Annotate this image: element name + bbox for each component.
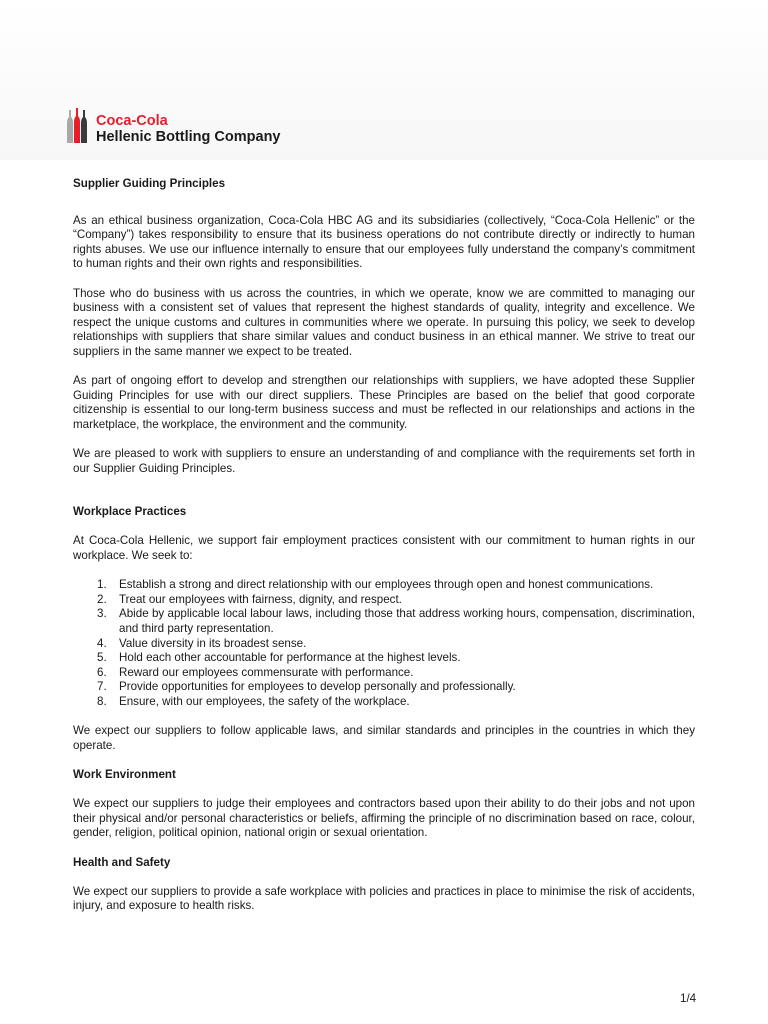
list-item: 7. Provide opportunities for employees to develop personally and professionally. [97, 680, 516, 694]
intro-paragraph-3: As part of ongoing effort to develop and strengthen our relationships with suppliers, we have adopted these Supplier Guiding Principles for use with our direct suppliers. These Principles are based on the belief that good corporate citizenship is essential to our long-term business success and must be reflected in our relationships and actions in the marketplace, the workplace, the environment and the community. [73, 374, 695, 431]
list-item: 3. Abide by applicable local labour laws, including those that address working hours, compensation, discrimination, and third party representation. [97, 607, 695, 636]
list-item: 1. Establish a strong and direct relationship with our employees through open and honest communications. [97, 578, 654, 592]
heading-work-environment: Work Environment [73, 767, 176, 781]
workplace-lead: At Coca-Cola Hellenic, we support fair employment practices consistent with our commitment to human rights in our workplace. We seek to: [73, 534, 695, 563]
list-item: 8. Ensure, with our employees, the safety of the workplace. [97, 695, 410, 708]
document-body [73, 176, 695, 914]
intro-paragraph-1: As an ethical business organization, Coca-Cola HBC AG and its subsidiaries (collectively, “Coca-Cola Hellenic” or the “Company”) takes responsibility to ensure that its business operations do not contribute directly or indirectly to human rights abuses. We use our influence internally to ensure that our employees fully understand the company’s commitment to human rights and their own rights and responsibilities. [73, 213, 695, 271]
document-title: Supplier Guiding Principles [73, 177, 226, 190]
heading-health-safety: Health and Safety [73, 855, 171, 869]
heading-workplace-practices: Workplace Practices [73, 505, 187, 519]
bottles-icon [64, 106, 90, 144]
company-logo [64, 106, 281, 144]
work-environment-text: We expect our suppliers to judge their employees and contractors based upon their ability to do their jobs and not upon their physical and/or personal characteristics or beliefs, affirming the principle of no discrimination based on race, colour, gender, religion, political opinion, national origin or sexual orientation. [73, 797, 695, 840]
health-safety-text: We expect our suppliers to provide a safe workplace with policies and practices in place to minimise the risk of accidents, injury, and exposure to health risks. [73, 884, 695, 913]
workplace-list [73, 578, 695, 709]
intro-paragraph-2: Those who do business with us across the countries, in which we operate, know we are committed to managing our business with a consistent set of values that represent the highest standards of quality, integrity and excellence. We respect the unique customs and cultures in communities where we operate. In pursuing this policy, we seek to develop relationships with suppliers that share similar values and conduct business in an ethical manner. We strive to treat our suppliers in the same manner we expect to be treated. [73, 286, 695, 358]
list-item: 4. Value diversity in its broadest sense. [97, 636, 307, 650]
page-number: 1/4 [680, 992, 697, 1005]
brand-name-hellenic: Hellenic Bottling Company [96, 128, 281, 145]
workplace-closing: We expect our suppliers to follow applicable laws, and similar standards and principles in the countries in which they operate. [73, 724, 695, 752]
brand-name-coca-cola: Coca-Cola [96, 113, 168, 129]
list-item: 6. Reward our employees commensurate with performance. [97, 665, 414, 679]
list-item: 5. Hold each other accountable for performance at the highest levels. [97, 651, 461, 665]
list-item: 2. Treat our employees with fairness, dignity, and respect. [97, 592, 402, 606]
intro-paragraph-4: We are pleased to work with suppliers to ensure an understanding of and compliance with the requirements set forth in our Supplier Guiding Principles. [73, 447, 695, 475]
